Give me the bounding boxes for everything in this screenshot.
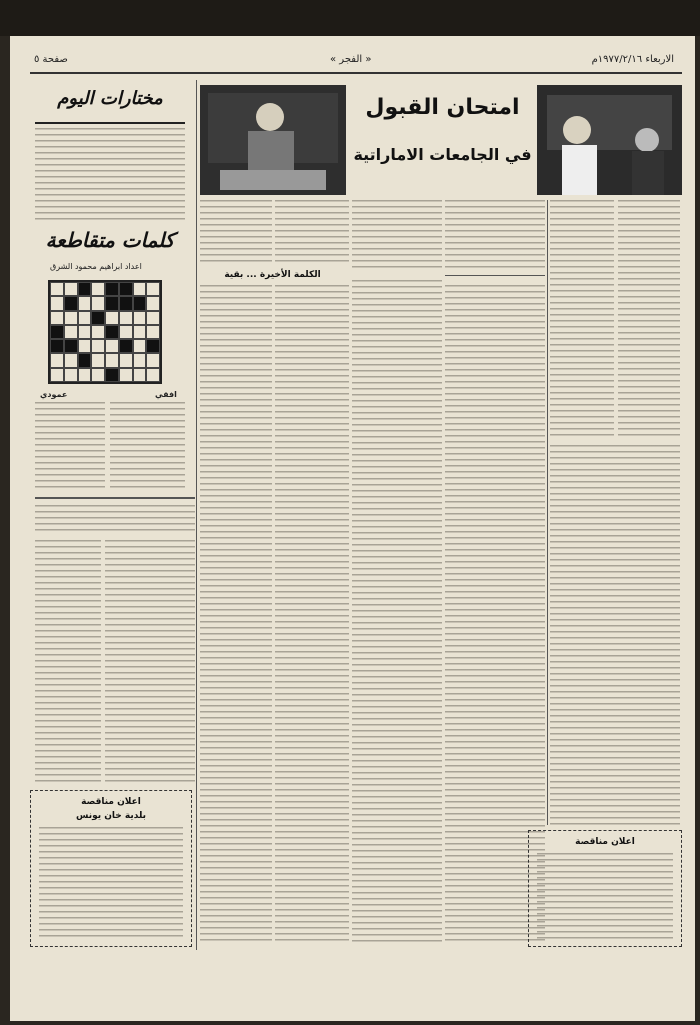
newspaper-name: « الفجر » bbox=[330, 54, 372, 65]
page-number: صفحة ٥ bbox=[34, 54, 68, 65]
tender-ad-left bbox=[30, 790, 192, 947]
sidebar-news-2 bbox=[105, 540, 195, 785]
divider bbox=[35, 497, 195, 499]
crossword-across-label: افقي bbox=[155, 390, 177, 399]
column-rule bbox=[547, 200, 548, 825]
photo-image bbox=[200, 85, 346, 195]
ad-left-text bbox=[39, 827, 183, 939]
text-col-2 bbox=[550, 200, 614, 440]
text-col-3 bbox=[445, 200, 545, 270]
ad-right-title: اعلان مناقصة bbox=[575, 837, 635, 847]
sidebar-title: مختارات اليوم bbox=[57, 88, 163, 109]
text-col-1 bbox=[618, 200, 680, 440]
ad-right-text bbox=[537, 853, 673, 939]
scan-border bbox=[0, 0, 700, 36]
text-col-7 bbox=[200, 285, 272, 945]
sidebar-header bbox=[35, 82, 185, 124]
crossword-author: اعداد ابراهيم محمود الشرق bbox=[50, 262, 142, 271]
page-header bbox=[30, 50, 682, 74]
divider bbox=[445, 275, 545, 276]
column-rule bbox=[196, 80, 197, 950]
sidebar-text bbox=[35, 128, 185, 223]
text-col-4 bbox=[352, 200, 442, 270]
subhead-mid: الكلمة الأخيرة ... بقية bbox=[224, 270, 321, 280]
text-col-6 bbox=[200, 200, 272, 265]
photo-chalkboard bbox=[537, 85, 682, 195]
photo-lecturer bbox=[200, 85, 346, 195]
ad-left-title: اعلان مناقصة bbox=[81, 797, 141, 807]
crossword-down-clues bbox=[35, 402, 105, 492]
text-col-8 bbox=[275, 285, 349, 945]
crossword-down-label: عمودي bbox=[40, 390, 68, 399]
tender-ad-right bbox=[528, 830, 682, 947]
issue-date: الاربعاء ١٩٧٧/٢/١٦م bbox=[591, 54, 674, 65]
text-col-9 bbox=[352, 280, 442, 945]
crossword-title: كلمات متقاطعة bbox=[45, 228, 175, 252]
headline-main: امتحان القبول bbox=[365, 95, 520, 120]
text-col-11 bbox=[550, 445, 680, 825]
sidebar-news-1 bbox=[35, 505, 195, 535]
text-col-5 bbox=[275, 200, 349, 265]
crossword-grid bbox=[48, 280, 162, 384]
sidebar-news-3 bbox=[35, 540, 101, 785]
photo-image bbox=[537, 85, 682, 195]
crossword-across-clues bbox=[110, 402, 185, 492]
headline-subtitle: في الجامعات الاماراتية bbox=[353, 145, 532, 164]
ad-left-org: بلدية خان يونس bbox=[75, 811, 147, 821]
